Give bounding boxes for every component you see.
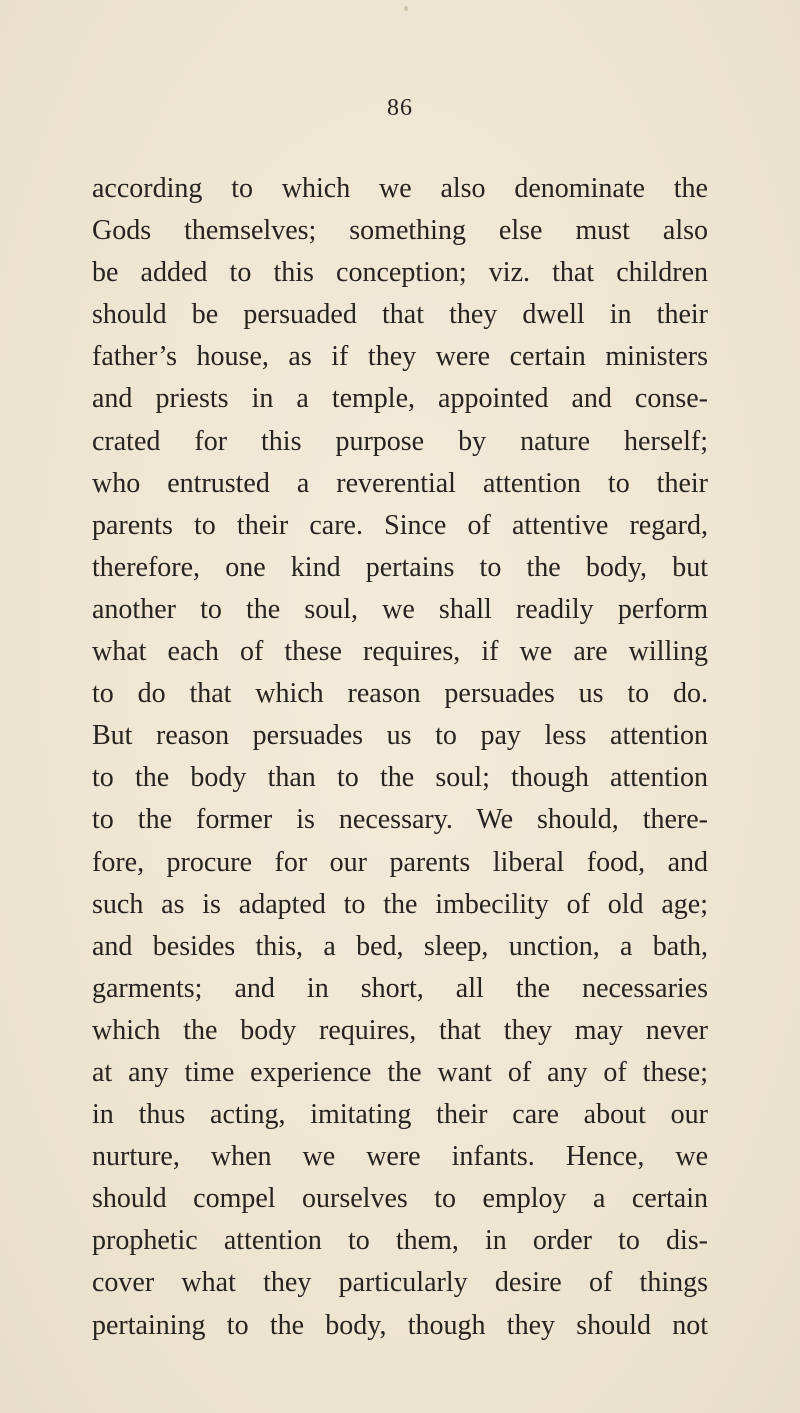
text-line: nurture, when we were infants. Hence, we	[92, 1141, 708, 1173]
text-line: Gods themselves; something else must also	[92, 215, 708, 247]
text-line: and priests in a temple, appointed and conse-	[92, 383, 708, 415]
paper-speck	[404, 6, 408, 11]
text-line: and besides this, a bed, sleep, unction, a bath,	[92, 930, 708, 962]
text-line: what each of these requires, if we are willing	[92, 636, 708, 668]
text-line: at any time experience the want of any of these;	[92, 1056, 708, 1088]
text-line: garments; and in short, all the necessaries	[92, 972, 708, 1004]
text-line: be added to this conception; viz. that children	[92, 257, 708, 289]
text-line: according to which we also denominate the	[92, 173, 708, 204]
text-line: But reason persuades us to pay less attention	[92, 720, 708, 752]
text-line: who entrusted a reverential attention to their	[92, 467, 708, 499]
text-line: prophetic attention to them, in order to dis-	[92, 1225, 708, 1257]
text-line: father’s house, as if they were certain ministers	[92, 341, 708, 373]
text-line: should be persuaded that they dwell in their	[92, 299, 708, 331]
text-line: crated for this purpose by nature herself;	[92, 425, 708, 457]
text-line: cover what they particularly desire of things	[92, 1267, 708, 1299]
page-number: 86	[387, 95, 413, 121]
text-line: should compel ourselves to employ a certain	[92, 1183, 708, 1215]
text-line: therefore, one kind pertains to the body, but	[92, 551, 708, 583]
body-text	[92, 168, 708, 1347]
text-line: another to the soul, we shall readily perform	[92, 593, 708, 625]
text-line: pertaining to the body, though they should not	[92, 1309, 708, 1341]
text-line: to do that which reason persuades us to do.	[92, 678, 708, 710]
text-line: to the body than to the soul; though attention	[92, 762, 708, 794]
text-line: to the former is necessary. We should, there-	[92, 804, 708, 836]
text-line: which the body requires, that they may never	[92, 1014, 708, 1046]
text-line: parents to their care. Since of attentive regard,	[92, 509, 708, 541]
text-line: fore, procure for our parents liberal food, and	[92, 846, 708, 878]
text-line: in thus acting, imitating their care about our	[92, 1099, 708, 1131]
text-line: such as is adapted to the imbecility of old age;	[92, 888, 708, 920]
